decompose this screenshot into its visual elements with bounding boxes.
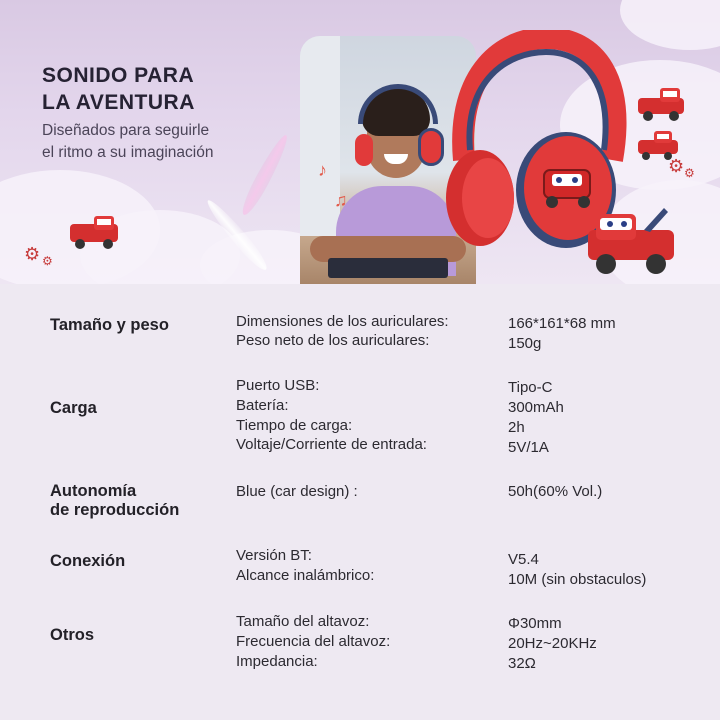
hero-banner <box>0 0 720 284</box>
spec-label: Tiempo de carga: <box>236 417 353 434</box>
spec-table <box>0 284 720 720</box>
spec-category-line: de reproducción <box>50 501 180 519</box>
spec-label: Batería: <box>236 397 289 414</box>
spec-label: Peso neto de los auriculares: <box>236 332 430 349</box>
hero-title <box>42 62 282 116</box>
truck-icon <box>636 84 690 124</box>
hero-subtitle <box>42 120 282 164</box>
hero-subtitle-line: el ritmo a su imaginación <box>42 144 214 161</box>
music-note-icon: ♫ <box>334 190 348 210</box>
spec-value: 50h(60% Vol.) <box>508 483 603 500</box>
hero-title-line: LA AVENTURA <box>42 91 195 114</box>
spec-label: Impedancia: <box>236 653 318 670</box>
spec-label: Tamaño del altavoz: <box>236 613 370 630</box>
truck-icon <box>66 212 126 252</box>
spec-value: 150g <box>508 335 542 352</box>
spec-value: 32Ω <box>508 655 536 672</box>
spec-category <box>50 482 179 520</box>
music-note-icon: ♪ <box>318 160 327 180</box>
spec-category: Otros <box>50 626 95 644</box>
gear-icon: ⚙ <box>42 254 53 268</box>
spec-value: 300mAh <box>508 399 564 416</box>
spec-label: Versión BT: <box>236 547 312 564</box>
tow-truck-icon <box>584 204 684 278</box>
gear-icon: ⚙ <box>684 166 695 180</box>
spec-value: V5.4 <box>508 551 539 568</box>
spec-label: Voltaje/Corriente de entrada: <box>236 436 427 453</box>
spec-label: Dimensiones de los auriculares: <box>236 313 449 330</box>
spec-label: Blue (car design) : <box>236 483 358 500</box>
hero-title-line: SONIDO PARA <box>42 64 195 87</box>
spec-label: Alcance inalámbrico: <box>236 567 375 584</box>
spec-category-line: Autonomía <box>50 482 137 500</box>
spec-value: Φ30mm <box>508 615 562 632</box>
spec-label: Puerto USB: <box>236 377 320 394</box>
spec-category: Conexión <box>50 552 126 570</box>
spec-category: Tamaño y peso <box>50 316 169 334</box>
spec-category: Carga <box>50 399 97 417</box>
gear-icon: ⚙ <box>24 244 41 264</box>
spec-value: 166*161*68 mm <box>508 315 616 332</box>
gear-icon: ⚙ <box>668 156 685 176</box>
cloud <box>620 0 720 50</box>
spec-value: 10M (sin obstaculos) <box>508 571 647 588</box>
spec-value: 5V/1A <box>508 439 549 456</box>
spec-label: Frecuencia del altavoz: <box>236 633 391 650</box>
spec-value: 20Hz~20KHz <box>508 635 597 652</box>
hero-subtitle-line: Diseñados para seguirle <box>42 122 210 139</box>
spec-value: 2h <box>508 419 525 436</box>
spec-value: Tipo-C <box>508 379 553 396</box>
